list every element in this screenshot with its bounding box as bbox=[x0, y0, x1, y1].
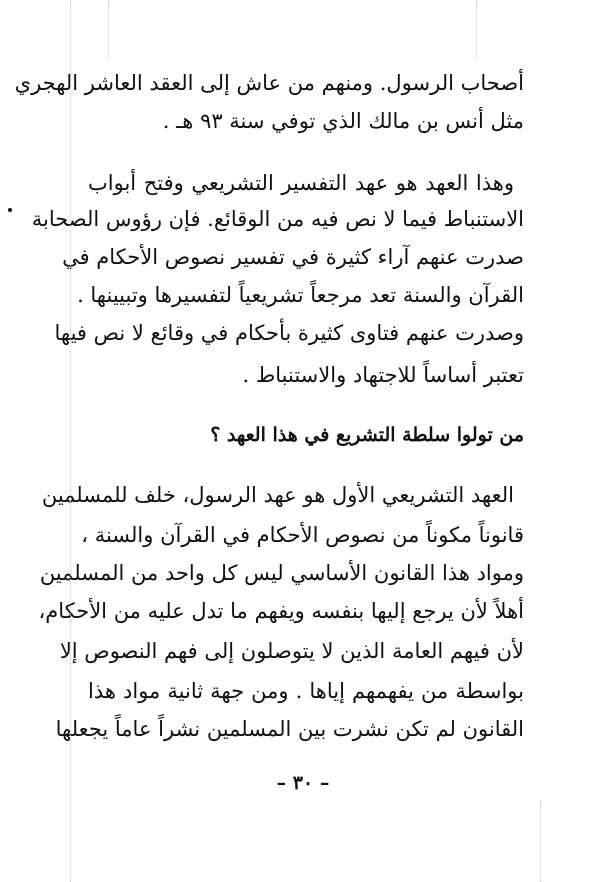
text-line: لأن فيهم العامة الذين لا يتوصلون إلى فهم النصوص إلا bbox=[59, 639, 524, 663]
page-number: – ٣٠ – bbox=[276, 772, 330, 794]
section-heading: من تولوا سلطة التشريع في هذا العهد ؟ bbox=[210, 424, 524, 446]
scan-bleed-line bbox=[540, 800, 542, 882]
text-line: العهد التشريعي الأول هو عهد الرسول، خلف للمسلمين bbox=[41, 483, 514, 507]
text-line: مثل أنس بن مالك الذي توفي سنة ٩٣ هـ . bbox=[162, 109, 524, 133]
text-line: وصدرت عنهم فتاوى كثيرة بأحكام في وقائع لا نص فيها bbox=[54, 321, 524, 345]
text-line: وهذا العهد هو عهد التفسير التشريعي وفتح أبواب bbox=[88, 171, 514, 195]
text-line: صدرت عنهم آراء كثيرة في تفسير نصوص الأحكام في bbox=[62, 245, 524, 269]
text-line: قانوناً مكوناً من نصوص الأحكام في القرآن والسنة ، bbox=[81, 523, 524, 547]
text-line: القرآن والسنة تعد مرجعاً تشريعياً لتفسيرها وتبيينها . bbox=[77, 283, 524, 307]
text-line: القانون لم تكن نشرت بين المسلمين نشراً عاماً يجعلها bbox=[55, 717, 524, 741]
text-line: ومواد هذا القانون الأساسي ليس كل واحد من المسلمين bbox=[39, 561, 524, 585]
scan-mark bbox=[8, 208, 12, 212]
text-line: أصحاب الرسول. ومنهم من عاش إلى العقد العاشر الهجري bbox=[14, 71, 524, 95]
text-line: بواسطة من يفهمهم إياها . ومن جهة ثانية مواد هذا bbox=[88, 679, 524, 703]
text-line: الاستنباط فيما لا نص فيه من الوقائع. فإن رؤوس الصحابة bbox=[31, 207, 524, 231]
text-line: أهلاً لأن يرجع إليها بنفسه ويفهم ما تدل عليه من الأحكام، bbox=[38, 599, 524, 623]
text-line: تعتبر أساساً للاجتهاد والاستنباط . bbox=[242, 363, 524, 387]
scan-bleed-line bbox=[476, 0, 478, 60]
scan-bleed-line bbox=[108, 0, 110, 60]
scan-bleed-line bbox=[70, 0, 72, 882]
